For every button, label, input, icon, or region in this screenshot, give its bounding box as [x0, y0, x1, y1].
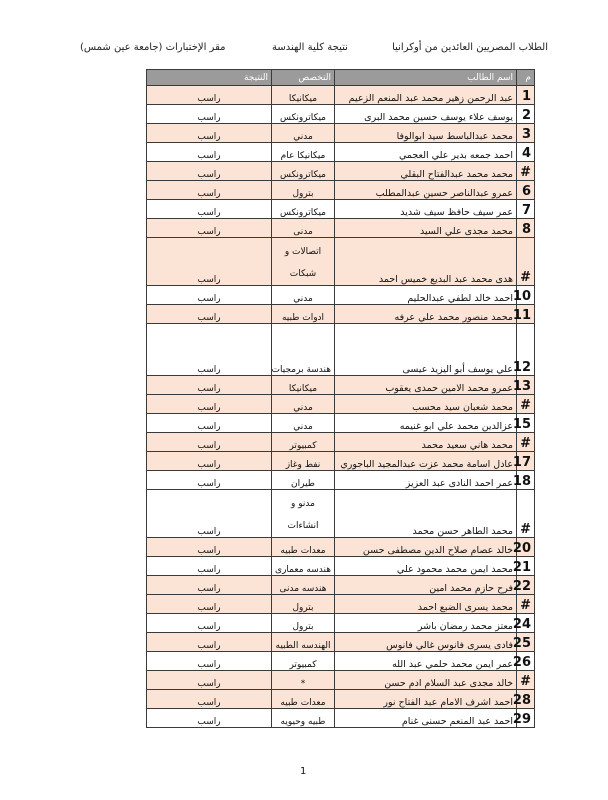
header-faculty-result: نتيجة كلية الهندسة — [272, 42, 348, 53]
table-row — [147, 709, 535, 728]
results-table-body — [147, 86, 535, 728]
table-row — [147, 238, 535, 286]
student-name: عبد الرحمن زهير محمد عبد المنعم الزعيم — [335, 86, 517, 105]
specialization: هندسة برمجيات — [272, 324, 335, 376]
student-name: محمد يسرى الضبع احمد — [335, 595, 517, 614]
row-number: 1 — [517, 86, 535, 105]
table-row — [147, 557, 535, 576]
row-number: 4 — [517, 143, 535, 162]
row-number: 24 — [517, 614, 535, 633]
col-header-result: النتيجة — [147, 70, 272, 86]
result-status: راسب — [147, 162, 272, 181]
student-name: احمد خالد لطفي عبدالحليم — [335, 286, 517, 305]
table-row — [147, 86, 535, 105]
row-number: 10 — [517, 286, 535, 305]
specialization: معدات طبيه — [272, 690, 335, 709]
result-status: راسب — [147, 557, 272, 576]
table-row — [147, 124, 535, 143]
result-status: راسب — [147, 671, 272, 690]
col-header-specialization: التخصص — [272, 70, 335, 86]
table-row — [147, 433, 535, 452]
specialization: * — [272, 671, 335, 690]
row-number: 13 — [517, 376, 535, 395]
student-name: خالد عصام صلاح الدين مصطفى حسن — [335, 538, 517, 557]
row-number: # — [517, 238, 535, 286]
student-name: احمد عبد المنعم حسنى غنام — [335, 709, 517, 728]
table-row — [147, 200, 535, 219]
header-exam-venue: مقر الإختبارات (جامعة عين شمس) — [80, 42, 226, 53]
table-row — [147, 305, 535, 324]
table-row — [147, 414, 535, 433]
specialization: مدني — [272, 395, 335, 414]
table-row — [147, 671, 535, 690]
specialization: طبيه وحيويه — [272, 709, 335, 728]
specialization-text: مدنو و انشاءات — [287, 499, 319, 531]
row-number: # — [517, 595, 535, 614]
row-number: 17 — [517, 452, 535, 471]
result-status: راسب — [147, 690, 272, 709]
result-status: راسب — [147, 376, 272, 395]
result-status: راسب — [147, 143, 272, 162]
specialization: بترول — [272, 181, 335, 200]
student-name: محمد ايمن محمد محمود علي — [335, 557, 517, 576]
specialization: مدني — [272, 124, 335, 143]
table-row — [147, 614, 535, 633]
row-number: 25 — [517, 633, 535, 652]
result-status: راسب — [147, 576, 272, 595]
table-row — [147, 286, 535, 305]
result-status: راسب — [147, 124, 272, 143]
table-row — [147, 143, 535, 162]
row-number: 15 — [517, 414, 535, 433]
student-name: محمد شعبان سيد محسب — [335, 395, 517, 414]
result-status: راسب — [147, 490, 272, 538]
row-number: # — [517, 395, 535, 414]
specialization: ميكاترونكس — [272, 200, 335, 219]
student-name: عادل اسامة محمد عزت عبدالمجيد الباجوري — [335, 452, 517, 471]
student-name: محمد مجدى علي السيد — [335, 219, 517, 238]
specialization: بترول — [272, 614, 335, 633]
result-status: راسب — [147, 652, 272, 671]
row-number: 11 — [517, 305, 535, 324]
row-number: 8 — [517, 219, 535, 238]
row-number: # — [517, 433, 535, 452]
specialization: معدات طبيه — [272, 538, 335, 557]
student-name: فادى يسرى فانوس غالي فانوس — [335, 633, 517, 652]
student-name: عمر سيف حافظ سيف شديد — [335, 200, 517, 219]
row-number: 20 — [517, 538, 535, 557]
result-status: راسب — [147, 86, 272, 105]
student-name: خالد مجدى عبد السلام ادم حسن — [335, 671, 517, 690]
specialization: الهندسه الطبيه — [272, 633, 335, 652]
result-status: راسب — [147, 433, 272, 452]
result-status: راسب — [147, 709, 272, 728]
specialization: بترول — [272, 595, 335, 614]
specialization: ميكاترونكس — [272, 105, 335, 124]
specialization: ميكانيكا — [272, 376, 335, 395]
header-title: الطلاب المصريين العائدين من أوكرانيا — [392, 42, 548, 53]
student-name: يوسف علاء يوسف حسين محمد البرى — [335, 105, 517, 124]
result-status: راسب — [147, 614, 272, 633]
row-number: 28 — [517, 690, 535, 709]
table-row — [147, 181, 535, 200]
table-row — [147, 690, 535, 709]
student-name: عمر ايمن محمد حلمي عبد الله — [335, 652, 517, 671]
result-status: راسب — [147, 595, 272, 614]
student-name: عمرو محمد الامين حمدى يعقوب — [335, 376, 517, 395]
student-name: علي يوسف أبو اليزيد عيسى — [335, 324, 517, 376]
specialization: كمبيوتر — [272, 652, 335, 671]
student-name: احمد اشرف الامام عبد الفتاح نور — [335, 690, 517, 709]
table-row — [147, 538, 535, 557]
result-status: راسب — [147, 414, 272, 433]
result-status: راسب — [147, 471, 272, 490]
result-status: راسب — [147, 181, 272, 200]
result-status: راسب — [147, 452, 272, 471]
specialization: هندسه معمارى — [272, 557, 335, 576]
result-status: راسب — [147, 324, 272, 376]
row-number: 26 — [517, 652, 535, 671]
student-name: محمد هاني سعيد محمد — [335, 433, 517, 452]
student-name: عزالدين محمد علي ابو غنيمه — [335, 414, 517, 433]
result-status: راسب — [147, 219, 272, 238]
table-row — [147, 395, 535, 414]
result-status: راسب — [147, 395, 272, 414]
table-row — [147, 324, 535, 376]
row-number: # — [517, 671, 535, 690]
col-header-number: م — [517, 70, 535, 86]
table-row — [147, 376, 535, 395]
specialization: هندسه مدنى — [272, 576, 335, 595]
table-row — [147, 452, 535, 471]
table-row — [147, 471, 535, 490]
result-status: راسب — [147, 238, 272, 286]
specialization: مدني — [272, 414, 335, 433]
table-row — [147, 576, 535, 595]
table-row — [147, 652, 535, 671]
row-number: # — [517, 162, 535, 181]
table-row — [147, 162, 535, 181]
specialization: ميكاترونكس — [272, 162, 335, 181]
student-name: محمد محمد عبدالفتاح البقلي — [335, 162, 517, 181]
result-status: راسب — [147, 105, 272, 124]
student-name: هدى محمد عبد البديع خميس احمد — [335, 238, 517, 286]
table-row — [147, 490, 535, 538]
student-name: عمر احمد النادى عبد العزيز — [335, 471, 517, 490]
table-row — [147, 219, 535, 238]
table-row — [147, 595, 535, 614]
result-status: راسب — [147, 305, 272, 324]
student-name: محمد الطاهر حسن محمد — [335, 490, 517, 538]
specialization: كمبيوتر — [272, 433, 335, 452]
row-number: 21 — [517, 557, 535, 576]
result-status: راسب — [147, 286, 272, 305]
page-number: 1 — [300, 766, 307, 777]
table-header-row — [147, 70, 535, 86]
specialization: ادوات طبيه — [272, 305, 335, 324]
row-number: 7 — [517, 200, 535, 219]
col-header-student-name: اسم الطالب — [335, 70, 517, 86]
table-row — [147, 105, 535, 124]
specialization: ميكانيكا — [272, 86, 335, 105]
row-number: # — [517, 490, 535, 538]
row-number: 18 — [517, 471, 535, 490]
specialization-text: اتصالات و شبكات — [284, 247, 322, 279]
specialization: مدنى — [272, 219, 335, 238]
specialization — [272, 490, 335, 538]
specialization: طيران — [272, 471, 335, 490]
row-number: 6 — [517, 181, 535, 200]
result-status: راسب — [147, 633, 272, 652]
specialization: نفط وغاز — [272, 452, 335, 471]
student-name: معتز محمد رمضان باشر — [335, 614, 517, 633]
table-row — [147, 633, 535, 652]
result-status: راسب — [147, 200, 272, 219]
row-number: 2 — [517, 105, 535, 124]
specialization: ميكانيكا عام — [272, 143, 335, 162]
row-number: 12 — [517, 324, 535, 376]
results-table — [146, 69, 535, 728]
student-name: عمرو عبدالناصر حسين عبدالمطلب — [335, 181, 517, 200]
student-name: احمد جمعه بدير علي العجمي — [335, 143, 517, 162]
student-name: محمد منصور محمد علي عرفه — [335, 305, 517, 324]
result-status: راسب — [147, 538, 272, 557]
student-name: محمد عبدالباسط سيد ابوالوفا — [335, 124, 517, 143]
row-number: 22 — [517, 576, 535, 595]
student-name: فرح حازم محمد امين — [335, 576, 517, 595]
specialization — [272, 238, 335, 286]
row-number: 3 — [517, 124, 535, 143]
row-number: 29 — [517, 709, 535, 728]
specialization: مدني — [272, 286, 335, 305]
